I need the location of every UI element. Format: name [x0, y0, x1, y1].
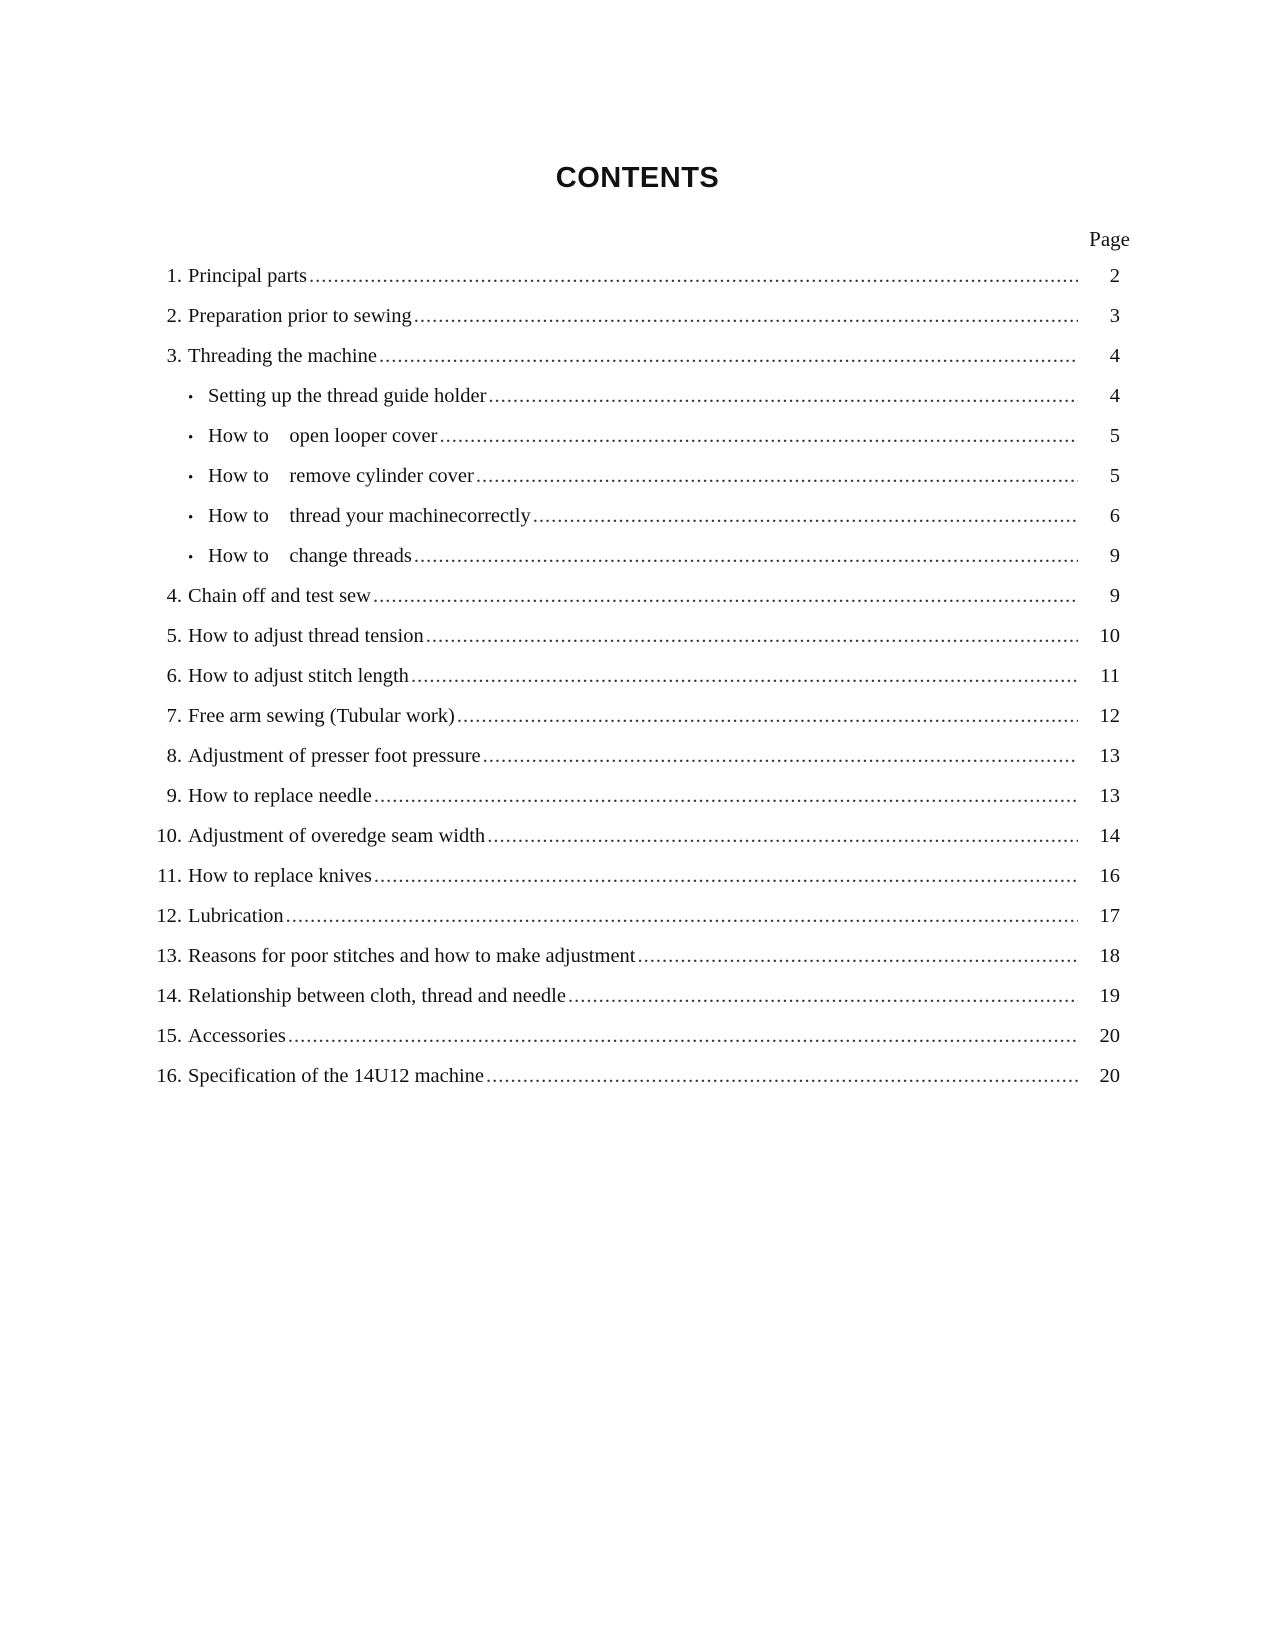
toc-subentry-looper-cover[interactable] [150, 425, 1120, 465]
entry-number: 6. [166, 665, 182, 687]
entry-page: 3 [1109, 305, 1120, 327]
entry-page: 5 [1109, 465, 1120, 487]
entry-page: 13 [1099, 785, 1120, 807]
dot-leader [373, 585, 1078, 608]
bullet-icon: • [188, 510, 194, 526]
entry-page: 9 [1109, 545, 1120, 567]
entry-page: 4 [1109, 345, 1120, 367]
entry-number: 12. [156, 905, 182, 927]
dot-leader [411, 665, 1078, 688]
toc-entry-1[interactable] [150, 265, 1120, 305]
toc-entry-13[interactable] [150, 945, 1120, 985]
entry-number: 1. [166, 265, 182, 287]
entry-page: 5 [1109, 425, 1120, 447]
toc-entry-7[interactable] [150, 705, 1120, 745]
entry-label: How to adjust stitch length [188, 665, 409, 687]
dot-leader [414, 305, 1078, 328]
toc-entry-16[interactable] [150, 1065, 1120, 1105]
page-column-label: Page [1089, 227, 1130, 251]
bullet-icon: • [188, 430, 194, 446]
entry-label: Preparation prior to sewing [188, 305, 412, 327]
entry-page: 18 [1099, 945, 1120, 967]
dot-leader [379, 345, 1078, 368]
dot-leader [439, 425, 1078, 448]
toc-entry-10[interactable] [150, 825, 1120, 865]
toc-entry-12[interactable] [150, 905, 1120, 945]
entry-label: Lubrication [188, 905, 284, 927]
entry-number: 8. [166, 745, 182, 767]
entry-number: 13. [156, 945, 182, 967]
entry-number: 5. [166, 625, 182, 647]
toc-entry-4[interactable] [150, 585, 1120, 625]
entry-label: Principal parts [188, 265, 307, 287]
dot-leader [457, 705, 1078, 728]
dot-leader [488, 385, 1078, 408]
toc-subentry-cylinder-cover[interactable] [150, 465, 1120, 505]
entry-number: 3. [166, 345, 182, 367]
entry-label: Reasons for poor stitches and how to make adjustment [188, 945, 636, 967]
entry-label: How to adjust thread tension [188, 625, 424, 647]
toc-entry-15[interactable] [150, 1025, 1120, 1065]
dot-leader [309, 265, 1078, 288]
entry-label: Chain off and test sew [188, 585, 371, 607]
toc-entry-14[interactable] [150, 985, 1120, 1025]
entry-page: 14 [1099, 825, 1120, 847]
toc-entry-3[interactable] [150, 345, 1120, 385]
entry-number: 9. [166, 785, 182, 807]
entry-page: 6 [1109, 505, 1120, 527]
entry-number: 14. [156, 985, 182, 1007]
entry-label: Adjustment of presser foot pressure [188, 745, 481, 767]
bullet-icon: • [188, 550, 194, 566]
entry-number: 11. [157, 865, 182, 887]
page-title: CONTENTS [555, 162, 720, 194]
toc-subentry-thread-guide[interactable] [150, 385, 1120, 425]
entry-number: 10. [156, 825, 182, 847]
entry-number: 2. [166, 305, 182, 327]
dot-leader [486, 1065, 1078, 1088]
table-of-contents [150, 265, 1120, 1105]
entry-label: How to thread your machinecorrectly [208, 505, 531, 527]
toc-entry-6[interactable] [150, 665, 1120, 705]
toc-subentry-change-threads[interactable] [150, 545, 1120, 585]
dot-leader [426, 625, 1078, 648]
dot-leader [288, 1025, 1078, 1048]
entry-label: How to remove cylinder cover [208, 465, 474, 487]
dot-leader [286, 905, 1078, 928]
entry-page: 20 [1099, 1065, 1120, 1087]
toc-entry-2[interactable] [150, 305, 1120, 345]
dot-leader [414, 545, 1078, 568]
entry-page: 13 [1099, 745, 1120, 767]
dot-leader [483, 745, 1078, 768]
entry-page: 9 [1109, 585, 1120, 607]
entry-number: 15. [156, 1025, 182, 1047]
entry-page: 16 [1099, 865, 1120, 887]
entry-label: How to replace needle [188, 785, 372, 807]
dot-leader [533, 505, 1078, 528]
entry-page: 20 [1099, 1025, 1120, 1047]
entry-page: 11 [1100, 665, 1120, 687]
entry-page: 10 [1099, 625, 1120, 647]
dot-leader [374, 785, 1078, 808]
entry-page: 4 [1109, 385, 1120, 407]
entry-number: 16. [156, 1065, 182, 1087]
bullet-icon: • [188, 470, 194, 486]
entry-page: 12 [1099, 705, 1120, 727]
entry-page: 17 [1099, 905, 1120, 927]
entry-number: 4. [166, 585, 182, 607]
dot-leader [568, 985, 1078, 1008]
entry-label: Specification of the 14U12 machine [188, 1065, 485, 1087]
entry-label: Relationship between cloth, thread and needle [188, 985, 566, 1007]
toc-subentry-thread-machine[interactable] [150, 505, 1120, 545]
entry-label: Threading the machine [188, 345, 377, 367]
entry-label: Adjustment of overedge seam width [188, 825, 486, 847]
dot-leader [374, 865, 1078, 888]
entry-number: 7. [166, 705, 182, 727]
entry-label: How to replace knives [188, 865, 372, 887]
toc-entry-8[interactable] [150, 745, 1120, 785]
entry-label: How to change threads [208, 545, 412, 567]
toc-entry-11[interactable] [150, 865, 1120, 905]
dot-leader [638, 945, 1079, 968]
entry-label: Free arm sewing (Tubular work) [188, 705, 455, 727]
entry-label: Accessories [188, 1025, 286, 1047]
entry-page: 19 [1099, 985, 1120, 1007]
dot-leader [476, 465, 1078, 488]
bullet-icon: • [188, 390, 194, 406]
toc-entry-5[interactable] [150, 625, 1120, 665]
toc-entry-9[interactable] [150, 785, 1120, 825]
entry-label: How to open looper cover [208, 425, 438, 447]
dot-leader [487, 825, 1078, 848]
entry-label: Setting up the thread guide holder [208, 385, 487, 407]
entry-page: 2 [1109, 265, 1120, 287]
